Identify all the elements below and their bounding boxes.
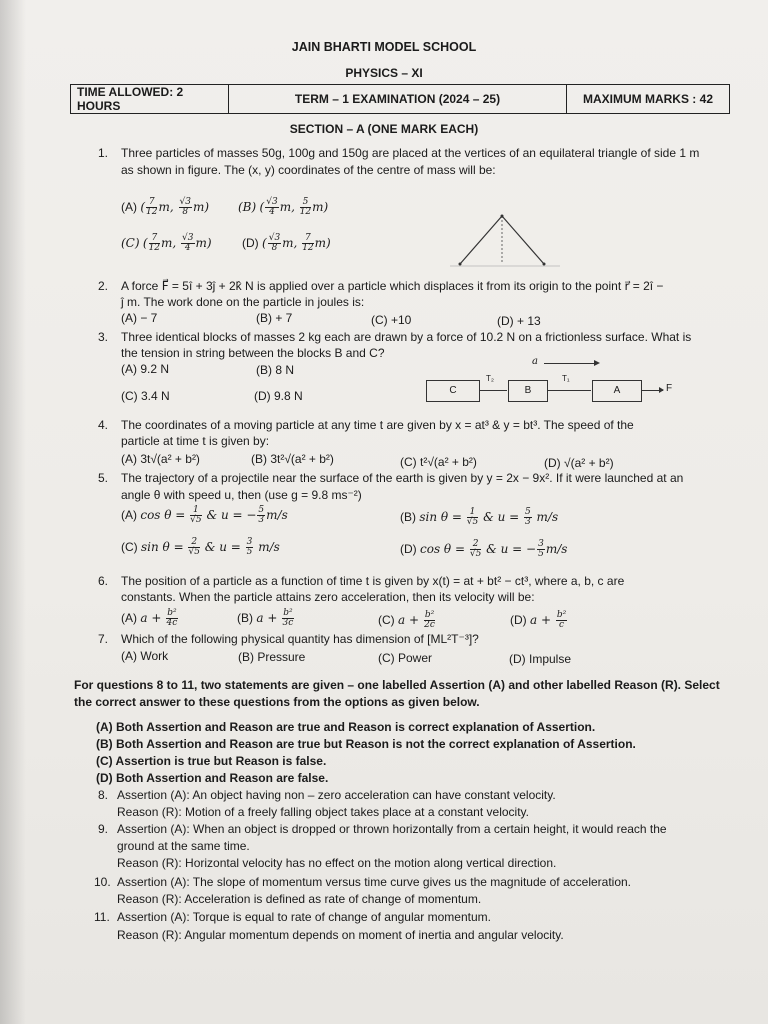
option-d: (D) Impulse [509,652,572,666]
ar-option-d: (D) Both Assertion and Reason are false. [96,771,329,785]
assertion-text: Assertion (A): The slope of momentum versus time curve gives us the magnitude of acceleration. [117,875,632,889]
question-text: Three identical blocks of masses 2 kg each are drawn by a force of 10.2 N on a frictionless surface. What is [121,330,692,344]
option-label: (C) [121,236,140,250]
arrow-head [659,387,664,393]
option-a: (A) 9.2 N [121,362,170,376]
option-b [237,609,295,628]
option-label: (B) [238,200,257,214]
assertion-text: Assertion (A): An object having non – zero acceleration can have constant velocity. [117,788,556,802]
option-label: (A) [121,200,137,214]
option-c [121,234,212,253]
option-d [242,234,331,253]
tension-t1-label: T₁ [562,374,570,383]
maximum-marks: MAXIMUM MARKS : 42 [567,85,730,114]
option-a: (A) − 7 [121,311,158,325]
reason-text: Reason (R): Motion of a freely falling object takes place at a constant velocity. [117,805,529,819]
question-text: as shown in figure. The (x, y) coordinates of the centre of mass will be: [121,163,496,177]
reason-text: Reason (R): Angular momentum depends on moment of inertia and angular velocity. [117,928,564,942]
assertion-text: ground at the same time. [117,839,250,853]
question-text: Which of the following physical quantity has dimension of [ML²T⁻³]? [121,632,479,646]
option-d: (D) √(a² + b²) [544,456,614,470]
option-b: (B) 8 N [256,363,295,377]
assertion-intro: the correct answer to these questions from the options as given below. [74,695,480,709]
option-math: ( $\frac{√3}{8}$ m, $\frac{7}{12}$ m) [262,233,331,253]
acceleration-arrow [544,363,598,364]
option-c: (C) 3.4 N [121,389,170,403]
assertion-text: Assertion (A): Torque is equal to rate of change of angular momentum. [117,910,491,924]
question-text: particle at time t is given by: [121,434,270,448]
question-number: 10. [94,875,111,889]
block-b: B [508,380,548,402]
question-text: ĵ m. The work done on the particle in joules is: [121,295,365,309]
term-title: TERM – 1 EXAMINATION (2024 – 25) [229,85,567,114]
option-d [510,611,568,630]
option-a [121,506,288,525]
option-c [121,538,280,557]
option-a [121,198,209,217]
option-math: cos θ = $\frac{1}{√5}$ & u = − $\frac{5}{3}$ m/s [140,505,288,525]
question-text: The coordinates of a moving particle at any time t are given by x = at³ & y = bt³. The speed of the [121,418,634,432]
question-text: angle θ with speed u, then (use g = 9.8 ms⁻²) [121,488,362,502]
tension-t2-label: T₂ [486,374,494,383]
section-a-heading: SECTION – A (ONE MARK EACH) [289,122,479,136]
question-text: Three particles of masses 50g, 100g and 150g are placed at the vertices of an equilateral triangle of side 1 m [121,146,700,160]
ar-option-a: (A) Both Assertion and Reason are true and Reason is correct explanation of Assertion. [96,720,596,734]
option-label: (B) [237,611,253,625]
option-math: ( $\frac{7}{12}$ m, $\frac{√3}{8}$ m) [140,197,210,217]
option-label: (D) [510,613,527,627]
option-math: cos θ = $\frac{2}{√5}$ & u = − $\frac{3}{5}$ m/s [420,539,568,559]
option-math: a + $\frac{\text{b²}}{c}$ [530,610,567,630]
force-label: F [666,383,673,394]
assertion-intro: For questions 8 to 11, two statements are given – one labelled Assertion (A) and other labelled Reason (R). Select [74,678,720,692]
option-c: (C) +10 [371,313,412,327]
question-number: 2. [98,279,109,293]
option-math: a + $\frac{\text{b²}}{3c}$ [256,608,294,628]
option-c: (C) t²√(a² + b²) [400,455,477,469]
question-number: 5. [98,471,109,485]
option-math: a + $\frac{\text{b²}}{2c}$ [398,610,435,630]
option-b: (B) Pressure [238,650,306,664]
option-label: (C) [121,540,138,554]
question-text: constants. When the particle attains zero acceleration, then its velocity will be: [121,590,535,604]
ar-option-c: (C) Assertion is true but Reason is false. [96,754,327,768]
ar-option-b: (B) Both Assertion and Reason are true but Reason is not the correct explanation of Assertion. [96,737,636,751]
option-math: sin θ = $\frac{2}{√5}$ & u = $\frac{3}{5}$ m/s [141,537,280,557]
option-label: (B) [400,510,416,524]
option-math: ( $\frac{√3}{4}$ m, $\frac{5}{12}$ m) [259,197,329,217]
option-d [400,540,567,559]
option-b: (B) 3t²√(a² + b²) [251,452,334,466]
option-label: (D) [400,542,417,556]
option-label: (A) [121,611,137,625]
question-text: The trajectory of a projectile near the surface of the earth is given by y = 2x − 9x². If it were launched at an [121,471,684,485]
option-math: a + $\frac{\text{b²}}{4c}$ [140,608,178,628]
option-label: (A) [121,508,137,522]
block-a: A [592,380,642,402]
question-number: 3. [98,330,109,344]
option-math: sin θ = $\frac{1}{√5}$ & u = $\frac{5}{3}$ m/s [419,507,559,527]
reason-text: Reason (R): Horizontal velocity has no effect on the motion along vertical direction. [117,856,557,870]
question-text: The position of a particle as a function of time t is given by x(t) = at + bt² − ct³, where a, b, c are [121,574,625,588]
option-c: (C) Power [378,651,433,665]
block-c: C [426,380,480,402]
page-shadow [0,0,26,1024]
question-number: 4. [98,418,109,432]
string-ba [547,390,591,391]
option-c [378,611,436,630]
option-d: (D) 9.8 N [254,389,303,403]
question-number: 9. [98,822,109,836]
option-d: (D) + 13 [497,314,541,328]
question-text: the tension in string between the blocks B and C? [121,346,385,360]
option-label: (D) [242,236,259,250]
string-cb [479,390,507,391]
exam-header-table [70,84,730,114]
option-b: (B) + 7 [256,311,293,325]
option-math: ( $\frac{7}{12}$ m, $\frac{√3}{4}$ m) [142,233,212,253]
question-number: 7. [98,632,109,646]
assertion-text: Assertion (A): When an object is dropped or thrown horizontally from a certain height, it would reach the [117,822,667,836]
question-number: 11. [94,910,110,924]
question-number: 1. [98,146,109,160]
subject-title: PHYSICS – XI [345,66,423,80]
question-text: A force F⃗ = 5î + 3ĵ + 2k̂ N is applied over a particle which displaces it from its origin to the point r⃗ = 2î − [121,279,664,293]
option-b [400,508,558,527]
school-name: JAIN BHARTI MODEL SCHOOL [291,40,477,54]
blocks-figure [420,356,680,404]
time-allowed: TIME ALLOWED: 2 HOURS [71,85,229,114]
option-b [238,198,328,217]
reason-text: Reason (R): Acceleration is defined as rate of change of momentum. [117,892,482,906]
acceleration-label: a [532,356,538,367]
triangle-figure [440,192,580,274]
arrow-head [594,360,600,366]
option-a: (A) 3t√(a² + b²) [121,452,200,466]
option-a [121,609,179,628]
question-number: 6. [98,574,109,588]
question-number: 8. [98,788,109,802]
option-label: (C) [378,613,395,627]
option-a: (A) Work [121,649,169,663]
